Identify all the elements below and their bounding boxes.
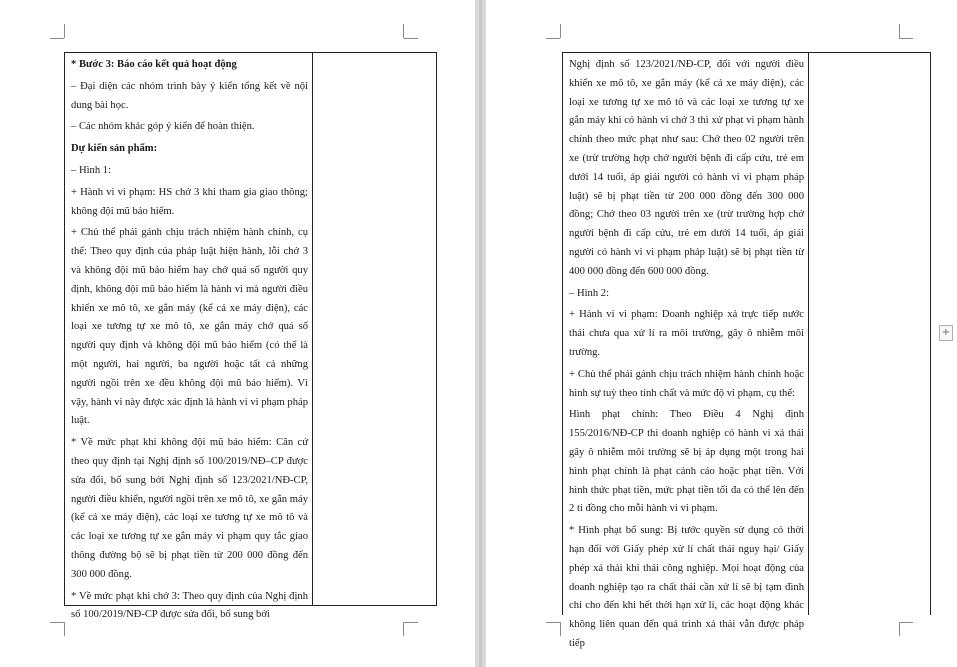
crop-mark	[899, 622, 913, 623]
paragraph: + Chủ thể phải gánh chịu trách nhiệm hành chính, cụ thể: Theo quy định của pháp luật hiện hành, lỗi chở 3 và không đội mũ bảo hiểm hay chở quá số người quy định, không đội mũ bảo hiểm là hành vi mà người điều khiển xe mô tô, xe gắn máy (kể cả xe máy điện), các loại xe tương tự xe mô tô, xe gắn máy chở quá số người quy định và không đội mũ bảo hiểm (có thể là một người, hai người, ba người hoặc tất cả những người ngồi trên xe đều không đội mũ bảo hiểm). Vì vậy, hành vi này được xác định là hành vi vi phạm pháp luật.	[71, 227, 308, 427]
crop-mark	[899, 38, 913, 39]
crop-mark	[64, 24, 65, 38]
paragraph: * Bước 3: Báo cáo kết quả hoạt động	[71, 59, 237, 70]
paragraph: Nghị định số 123/2021/NĐ-CP, đối với người điều khiển xe mô tô, xe gắn máy (kể cả xe máy điện), các loại xe tương tự xe mô tô và các loại xe tương tự xe gắn máy khi có hành vi chở 3 thì xử phạt vi phạm hành chính theo mức phạt như sau: Chở theo 02 người trên xe (trừ trường hợp chở người bệnh đi cấp cứu, trẻ em dưới 14 tuổi, áp giải người có hành vi vi phạm pháp luật) sẽ bị phạt tiền từ 200 000 đồng đến 300 000 đồng; Chở theo 03 người trên xe (trừ trường hợp chở người bệnh đi cấp cứu, trẻ em dưới 14 tuổi, áp giải người có hành vi vi phạm pháp luật) sẽ bị phạt tiền từ 400 000 đồng đến 600 000 đồng.	[569, 59, 804, 277]
crop-mark	[50, 38, 64, 39]
table-cell-content[interactable]	[65, 53, 312, 621]
paragraph: Hình phạt chính: Theo Điều 4 Nghị định 155/2016/NĐ-CP thì doanh nghiệp có hành vi xả thải gây ô nhiễm môi trường sẽ bị áp dụng một trong hai hình phạt chính là phạt cảnh cáo hoặc phạt tiền. Với hình thức phạt tiền, mức phạt tiền tối đa có thể lên đến 2 tỉ đồng cho mỗi hành vi vi phạm.	[569, 409, 804, 515]
crop-mark	[404, 38, 418, 39]
crop-mark	[560, 24, 561, 38]
crop-mark	[403, 24, 404, 38]
crop-mark	[50, 622, 64, 623]
paragraph: * Hình phạt bổ sung: Bị tước quyền sử dụng có thời hạn đối với Giấy phép xử lí chất thải nguy hại/ Giấy phép xả thải khi thải công nghiệp. Mọi hoạt động của doanh nghiệp tạo ra chất thải cần xử lí sẽ bị tạm đình chỉ cho đến khi hết thời hạn xử lí, các hoạt động khác không liên quan đến quá trình xả thải vẫn được pháp tiếp	[569, 525, 804, 649]
paragraph: – Hình 1:	[71, 164, 112, 176]
paragraph: + Chủ thể phải gánh chịu trách nhiệm hành chính hoặc hình sự tuỳ theo tính chất và mức độ vi phạm, cụ thể:	[569, 368, 804, 399]
paragraph: Dự kiến sản phẩm:	[71, 143, 158, 155]
table-column-divider	[312, 53, 313, 605]
content-table	[64, 52, 437, 621]
paragraph: + Hành vi vi phạm: Doanh nghiệp xả trực tiếp nước thải chưa qua xử lí ra môi trường, gây ô nhiễm môi trường.	[569, 309, 804, 358]
paragraph: + Hành vi vi phạm: HS chở 3 khi tham gia giao thông; không đội mũ bảo hiểm.	[71, 186, 308, 217]
crop-mark	[404, 622, 418, 623]
table-column-divider	[808, 53, 809, 615]
crop-mark	[403, 622, 404, 636]
content-table	[562, 52, 931, 649]
document-page-left	[0, 0, 475, 667]
table-cell-content[interactable]	[563, 53, 808, 649]
crop-mark	[64, 622, 65, 636]
plus-icon[interactable]: +	[939, 325, 953, 341]
page-gap	[475, 0, 486, 667]
paragraph: – Các nhóm khác góp ý kiến để hoàn thiện.	[71, 121, 255, 133]
crop-mark	[546, 38, 560, 39]
crop-mark	[899, 622, 900, 636]
paragraph: – Đại diện các nhóm trình bày ý kiến tổng kết về nội dung bài học.	[71, 80, 308, 111]
crop-mark	[546, 622, 560, 623]
paragraph: – Hình 2:	[569, 287, 610, 299]
paragraph: * Về mức phạt khi không đội mũ bảo hiểm: Căn cứ theo quy định tại Nghị định số 100/2019/NĐ–CP được sửa đổi, bổ sung bởi Nghị định số 123/2021/NĐ-CP, người điều khiển, người ngồi trên xe mô tô, xe gắn máy (kể cả xe máy điện), các loại xe tương tự xe mô tô và các loại xe tương tự xe gắn máy vi phạm quy tắc giao thông đường bộ sẽ bị phạt tiền từ 200 000 đồng đến 300 000 đồng.	[71, 437, 308, 580]
crop-mark	[560, 622, 561, 636]
crop-mark	[899, 24, 900, 38]
paragraph: * Về mức phạt khi chở 3: Theo quy định của Nghị định số 100/2019/NĐ-CP được sửa đổi, bổ sung bởi	[71, 590, 308, 621]
document-page-right	[486, 0, 957, 667]
